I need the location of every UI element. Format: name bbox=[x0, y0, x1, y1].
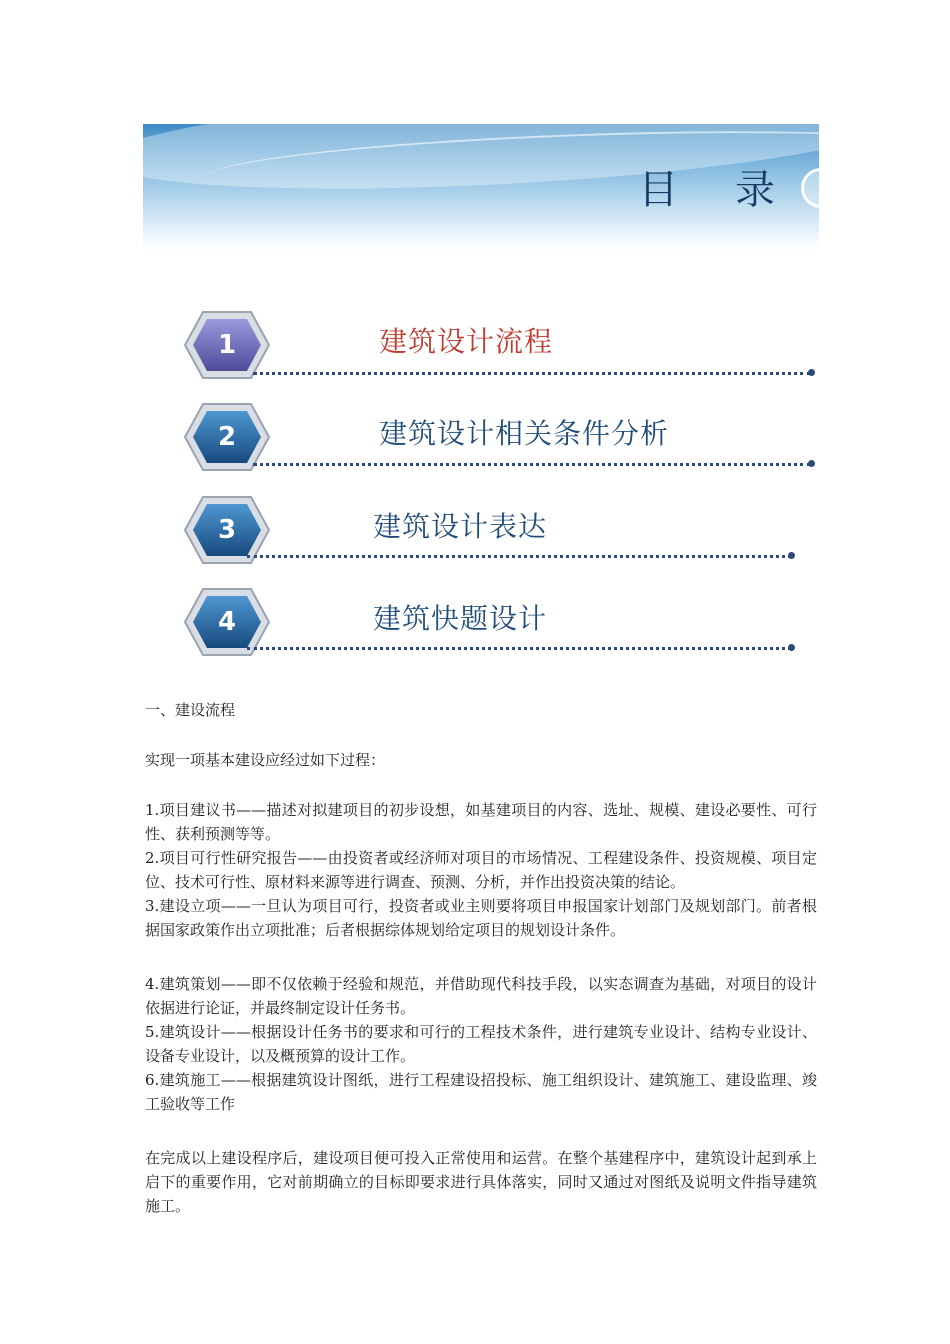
list-item: 5.建筑设计——根据设计任务书的要求和可行的工程技术条件，进行建筑专业设计、结构专业设计、设备专业设计，以及概预算的设计工作。 bbox=[145, 1023, 817, 1065]
toc-label: 建筑设计相关条件分析 bbox=[379, 417, 670, 450]
toc-number: 2 bbox=[217, 422, 237, 452]
toc-item-3 bbox=[183, 495, 795, 565]
list-item: 3.建设立项——一旦认为项目可行，投资者或业主则要将项目申报国家计划部门及规划部门。前者根据国家政策作出立项批准；后者根据综体规划给定项目的规划设计条件。 bbox=[145, 897, 817, 939]
process-list-a bbox=[145, 798, 817, 942]
section-intro: 实现一项基本建设应经过如下过程： bbox=[145, 751, 386, 769]
section-heading: 一、建设流程 bbox=[145, 701, 236, 719]
toc-label: 建筑设计表达 bbox=[373, 510, 548, 543]
divider-end-dot bbox=[808, 369, 815, 376]
toc-label: 建筑设计流程 bbox=[379, 325, 554, 358]
toc-number: 1 bbox=[217, 330, 237, 360]
toc-label: 建筑快题设计 bbox=[373, 602, 548, 635]
toc-item-4 bbox=[183, 587, 795, 657]
toc-item-1 bbox=[183, 310, 815, 380]
toc-number: 3 bbox=[217, 515, 237, 545]
dotted-divider bbox=[253, 372, 811, 375]
dotted-divider bbox=[247, 647, 791, 650]
list-item: 4.建筑策划——即不仅依赖于经验和规范，并借助现代科技手段，以实态调查为基础，对项目的设计依据进行论证，并最终制定设计任务书。 bbox=[145, 975, 817, 1017]
divider-end-dot bbox=[788, 644, 795, 651]
process-list-b bbox=[145, 972, 817, 1116]
dotted-divider bbox=[247, 555, 791, 558]
list-item: 6.建筑施工——根据建筑设计图纸，进行工程建设招投标、施工组织设计、建筑施工、建设监理、竣工验收等工作 bbox=[145, 1071, 817, 1113]
list-item: 1.项目建议书——描述对拟建项目的初步设想，如基建项目的内容、选址、规模、建设必要性、可行性、获利预测等等。 bbox=[145, 801, 817, 843]
banner-title: 目 录 bbox=[638, 167, 797, 213]
toc-item-2 bbox=[183, 402, 815, 472]
toc-number: 4 bbox=[217, 607, 237, 637]
divider-end-dot bbox=[788, 552, 795, 559]
divider-end-dot bbox=[808, 460, 815, 467]
toc-banner bbox=[143, 124, 819, 250]
dotted-divider bbox=[253, 463, 811, 466]
section-conclusion: 在完成以上建设程序后，建设项目便可投入正常使用和运营。在整个基建程序中，建筑设计起到承上启下的重要作用，它对前期确立的目标即要求进行具体落实，同时又通过对图纸及说明文件指导建筑施工。 bbox=[145, 1149, 817, 1215]
list-item: 2.项目可行性研究报告——由投资者或经济师对项目的市场情况、工程建设条件、投资规模、项目定位、技术可行性、原材料来源等进行调查、预测、分析，并作出投资决策的结论。 bbox=[145, 849, 817, 891]
